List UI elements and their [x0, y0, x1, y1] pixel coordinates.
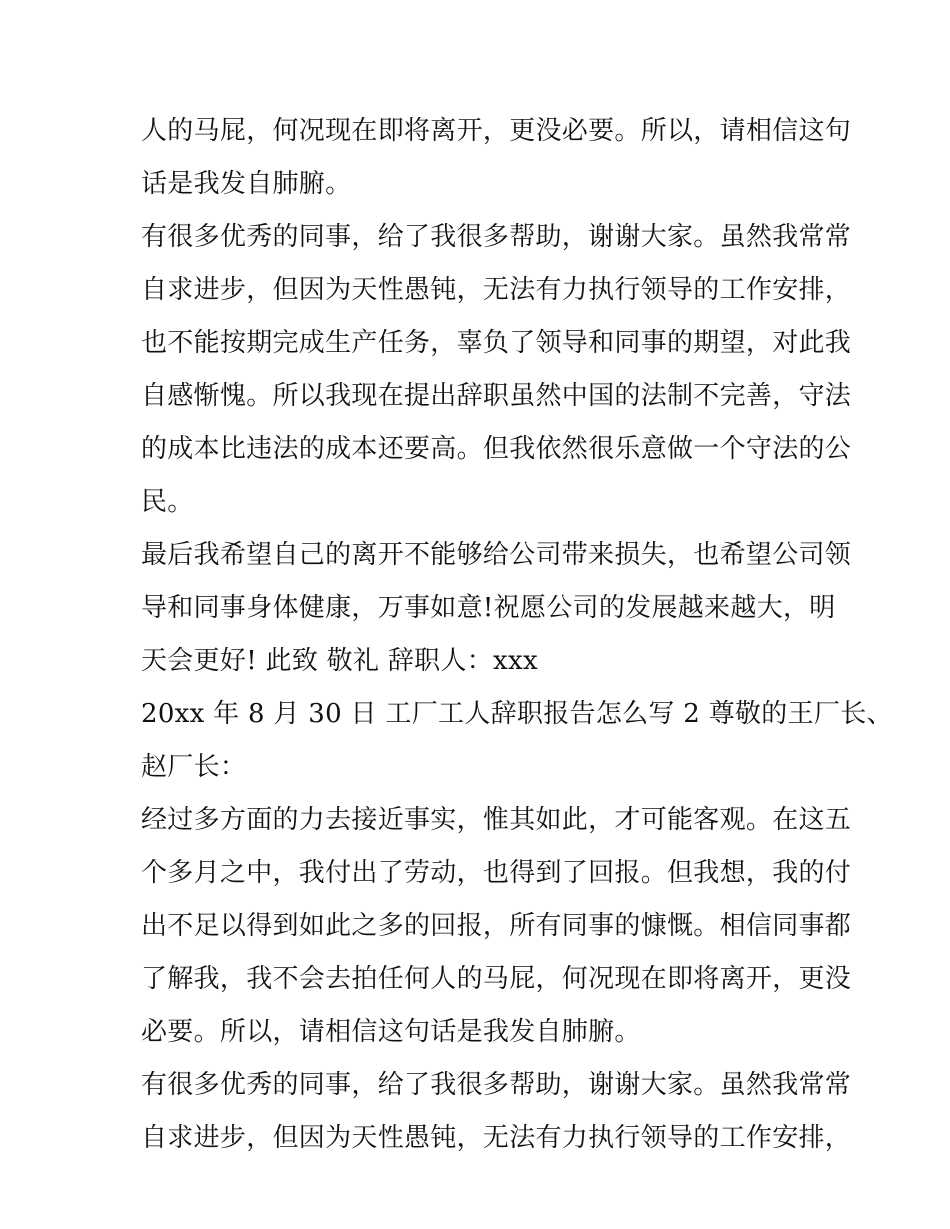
- text-line: 自求进步，但因为天性愚钝，无法有力执行领导的工作安排，: [141, 275, 852, 305]
- text-line: 经过多方面的力去接近事实，惟其如此，才可能客观。在这五: [141, 805, 852, 835]
- text-line: 话是我发自肺腑。: [141, 169, 352, 199]
- text-line: 也不能按期完成生产任务，辜负了领导和同事的期望，对此我: [141, 328, 852, 358]
- text-line: 20xx 年 8 月 30 日 工厂工人辞职报告怎么写 2 尊敬的王厂长、: [141, 699, 893, 729]
- text-line: 导和同事身体健康，万事如意!祝愿公司的发展越来越大，明: [141, 593, 836, 623]
- text-line: 赵厂长：: [141, 752, 247, 782]
- text-line: 的成本比违法的成本还要高。但我依然很乐意做一个守法的公: [141, 434, 852, 464]
- text-line: 自求进步，但因为天性愚钝，无法有力执行领导的工作安排，: [141, 1123, 852, 1153]
- text-line: 最后我希望自己的离开不能够给公司带来损失，也希望公司领: [141, 540, 852, 570]
- text-line: 个多月之中，我付出了劳动，也得到了回报。但我想，我的付: [141, 858, 852, 888]
- text-line: 人的马屁，何况现在即将离开，更没必要。所以，请相信这句: [141, 116, 852, 146]
- text-line: 有很多优秀的同事，给了我很多帮助，谢谢大家。虽然我常常: [141, 222, 852, 252]
- text-line: 民。: [141, 487, 194, 517]
- text-line: 自感惭愧。所以我现在提出辞职虽然中国的法制不完善，守法: [141, 381, 852, 411]
- text-line: 出不足以得到如此之多的回报，所有同事的慷慨。相信同事都: [141, 911, 852, 941]
- text-line: 天会更好! 此致 敬礼 辞职人：xxx: [141, 646, 538, 676]
- text-line: 了解我，我不会去拍任何人的马屁，何况现在即将离开，更没: [141, 964, 852, 994]
- text-line: 必要。所以，请相信这句话是我发自肺腑。: [141, 1017, 641, 1047]
- document-body: [141, 105, 893, 1165]
- text-line: 有很多优秀的同事，给了我很多帮助，谢谢大家。虽然我常常: [141, 1070, 852, 1100]
